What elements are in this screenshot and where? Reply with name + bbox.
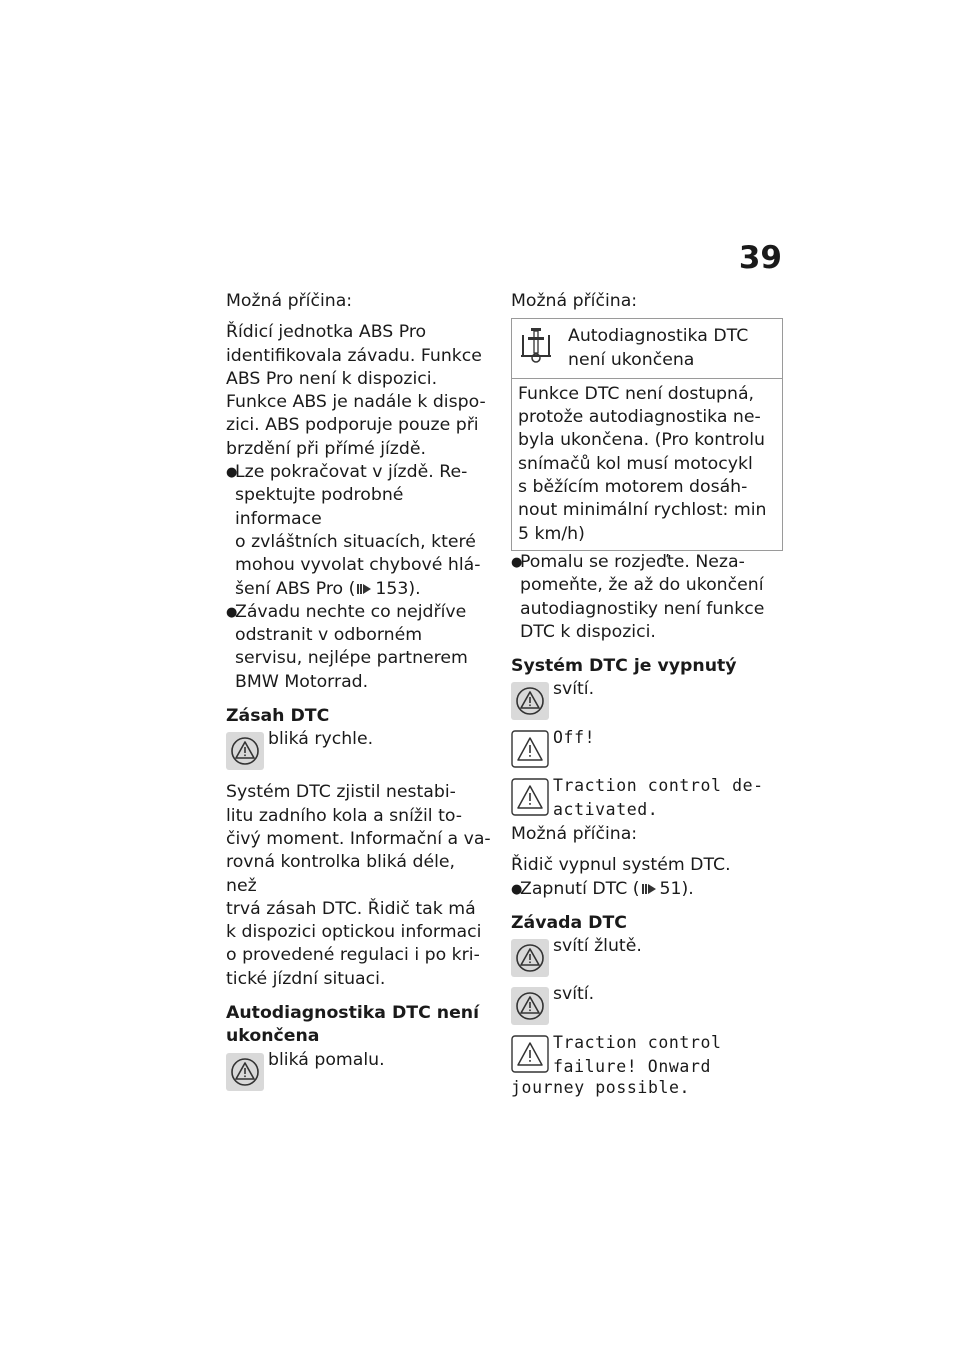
bullet-repair: ● Závadu nechte co nejdříve odstranit v odborném servisu, nejlépe partnerem BMW Motorrad. [226, 601, 468, 692]
dtc-intervention-heading: Zásah DTC [226, 706, 330, 727]
dtc-off-display-message: Off! [511, 726, 783, 768]
dtc-off-indicator: svítí. [511, 678, 783, 720]
dtc-off-heading: Systém DTC je vypnutý [511, 656, 737, 677]
dtc-intervention-text: Systém DTC zjistil nestabi- litu zadního kola a snížil to- čivý moment. Informační a va- rovná kontrolka bliká déle, než trvá zásah DTC. Řidič tak má k dispozici optickou informaci o provedené regulaci i po kri- tické jízdní situaci. [226, 782, 491, 989]
dtc-off-display-message-2: Traction control de- activated. [511, 774, 783, 821]
warning-triangle-circle-icon [226, 732, 264, 770]
cause-text: Řídicí jednotka ABS Pro identifikovala závadu. Funkce ABS Pro není k dispozici. Funkce ABS je nadále k dispo- zici. ABS podporuje pouze při brzdění při přímé jízdě. [226, 322, 486, 459]
bullet-ride-slowly: ● Pomalu se rozjeďte. Neza- pomeňte, že až do ukončení autodiagnostiky není funkce DTC k dispozici. [511, 551, 765, 642]
cause-label: Možná příčina: [226, 291, 353, 311]
cause-label: Možná příčina: [511, 824, 638, 845]
bullet-icon: ● [226, 604, 238, 620]
warning-triangle-icon [511, 778, 549, 816]
info-box-header [512, 319, 782, 379]
page-number: 39 [738, 240, 782, 276]
dtc-fault-display-message: Traction control failure! Onward [511, 1031, 783, 1078]
bullet-icon: ● [226, 465, 238, 481]
bullet-icon: ● [511, 881, 523, 897]
bullet-enable-dtc: ● Zapnutí DTC ( 51). [511, 878, 783, 901]
warning-triangle-circle-icon [226, 1053, 264, 1091]
page-reference-link[interactable]: 153). [375, 578, 421, 599]
warning-triangle-circle-icon [511, 987, 549, 1025]
autodiag-indicator: bliká pomalu. [226, 1049, 491, 1091]
dtc-off-cause: Řidič vypnul systém DTC. [511, 855, 731, 876]
left-column [226, 290, 491, 1091]
dtc-intervention-indicator: bliká rychle. [226, 728, 491, 770]
page-reference-link[interactable]: 51). [659, 878, 694, 899]
warning-triangle-circle-icon [511, 682, 549, 720]
bullet-icon: ● [511, 554, 523, 570]
dtc-fault-display-continued: journey possible. [511, 1077, 691, 1097]
wheel-speed-sensor-icon [518, 325, 554, 367]
dtc-fault-indicator: svítí. [511, 983, 783, 1025]
info-box-title: Autodiagnostika DTC není ukončena [568, 326, 749, 370]
right-column [511, 290, 783, 1099]
dtc-fault-heading: Závada DTC [511, 912, 627, 933]
bullet-continue-riding: ● Lze pokračovat v jízdě. Re- spektujte podrobné informace o zvláštních situacích, které mohou vyvolat chybové hlá- šení ABS Pro ( 153). [226, 462, 481, 599]
page-reference-arrow-icon [642, 883, 656, 895]
warning-triangle-circle-icon [511, 939, 549, 977]
cause-label: Možná příčina: [511, 291, 638, 311]
autodiag-info-box [511, 318, 783, 551]
info-box-text: Funkce DTC není dostupná, protože autodiagnostika ne- byla ukončena. (Pro kontrolu snímačů kol musí motocykl s běžícím motorem dosáh- nout minimální rychlost: min 5 km/h) [518, 383, 767, 544]
warning-triangle-icon [511, 1035, 549, 1073]
warning-triangle-icon [511, 730, 549, 768]
page-reference-arrow-icon [357, 583, 371, 595]
autodiag-heading: Autodiagnostika DTC není ukončena [226, 1003, 480, 1047]
dtc-fault-indicator-yellow: svítí žlutě. [511, 935, 783, 977]
